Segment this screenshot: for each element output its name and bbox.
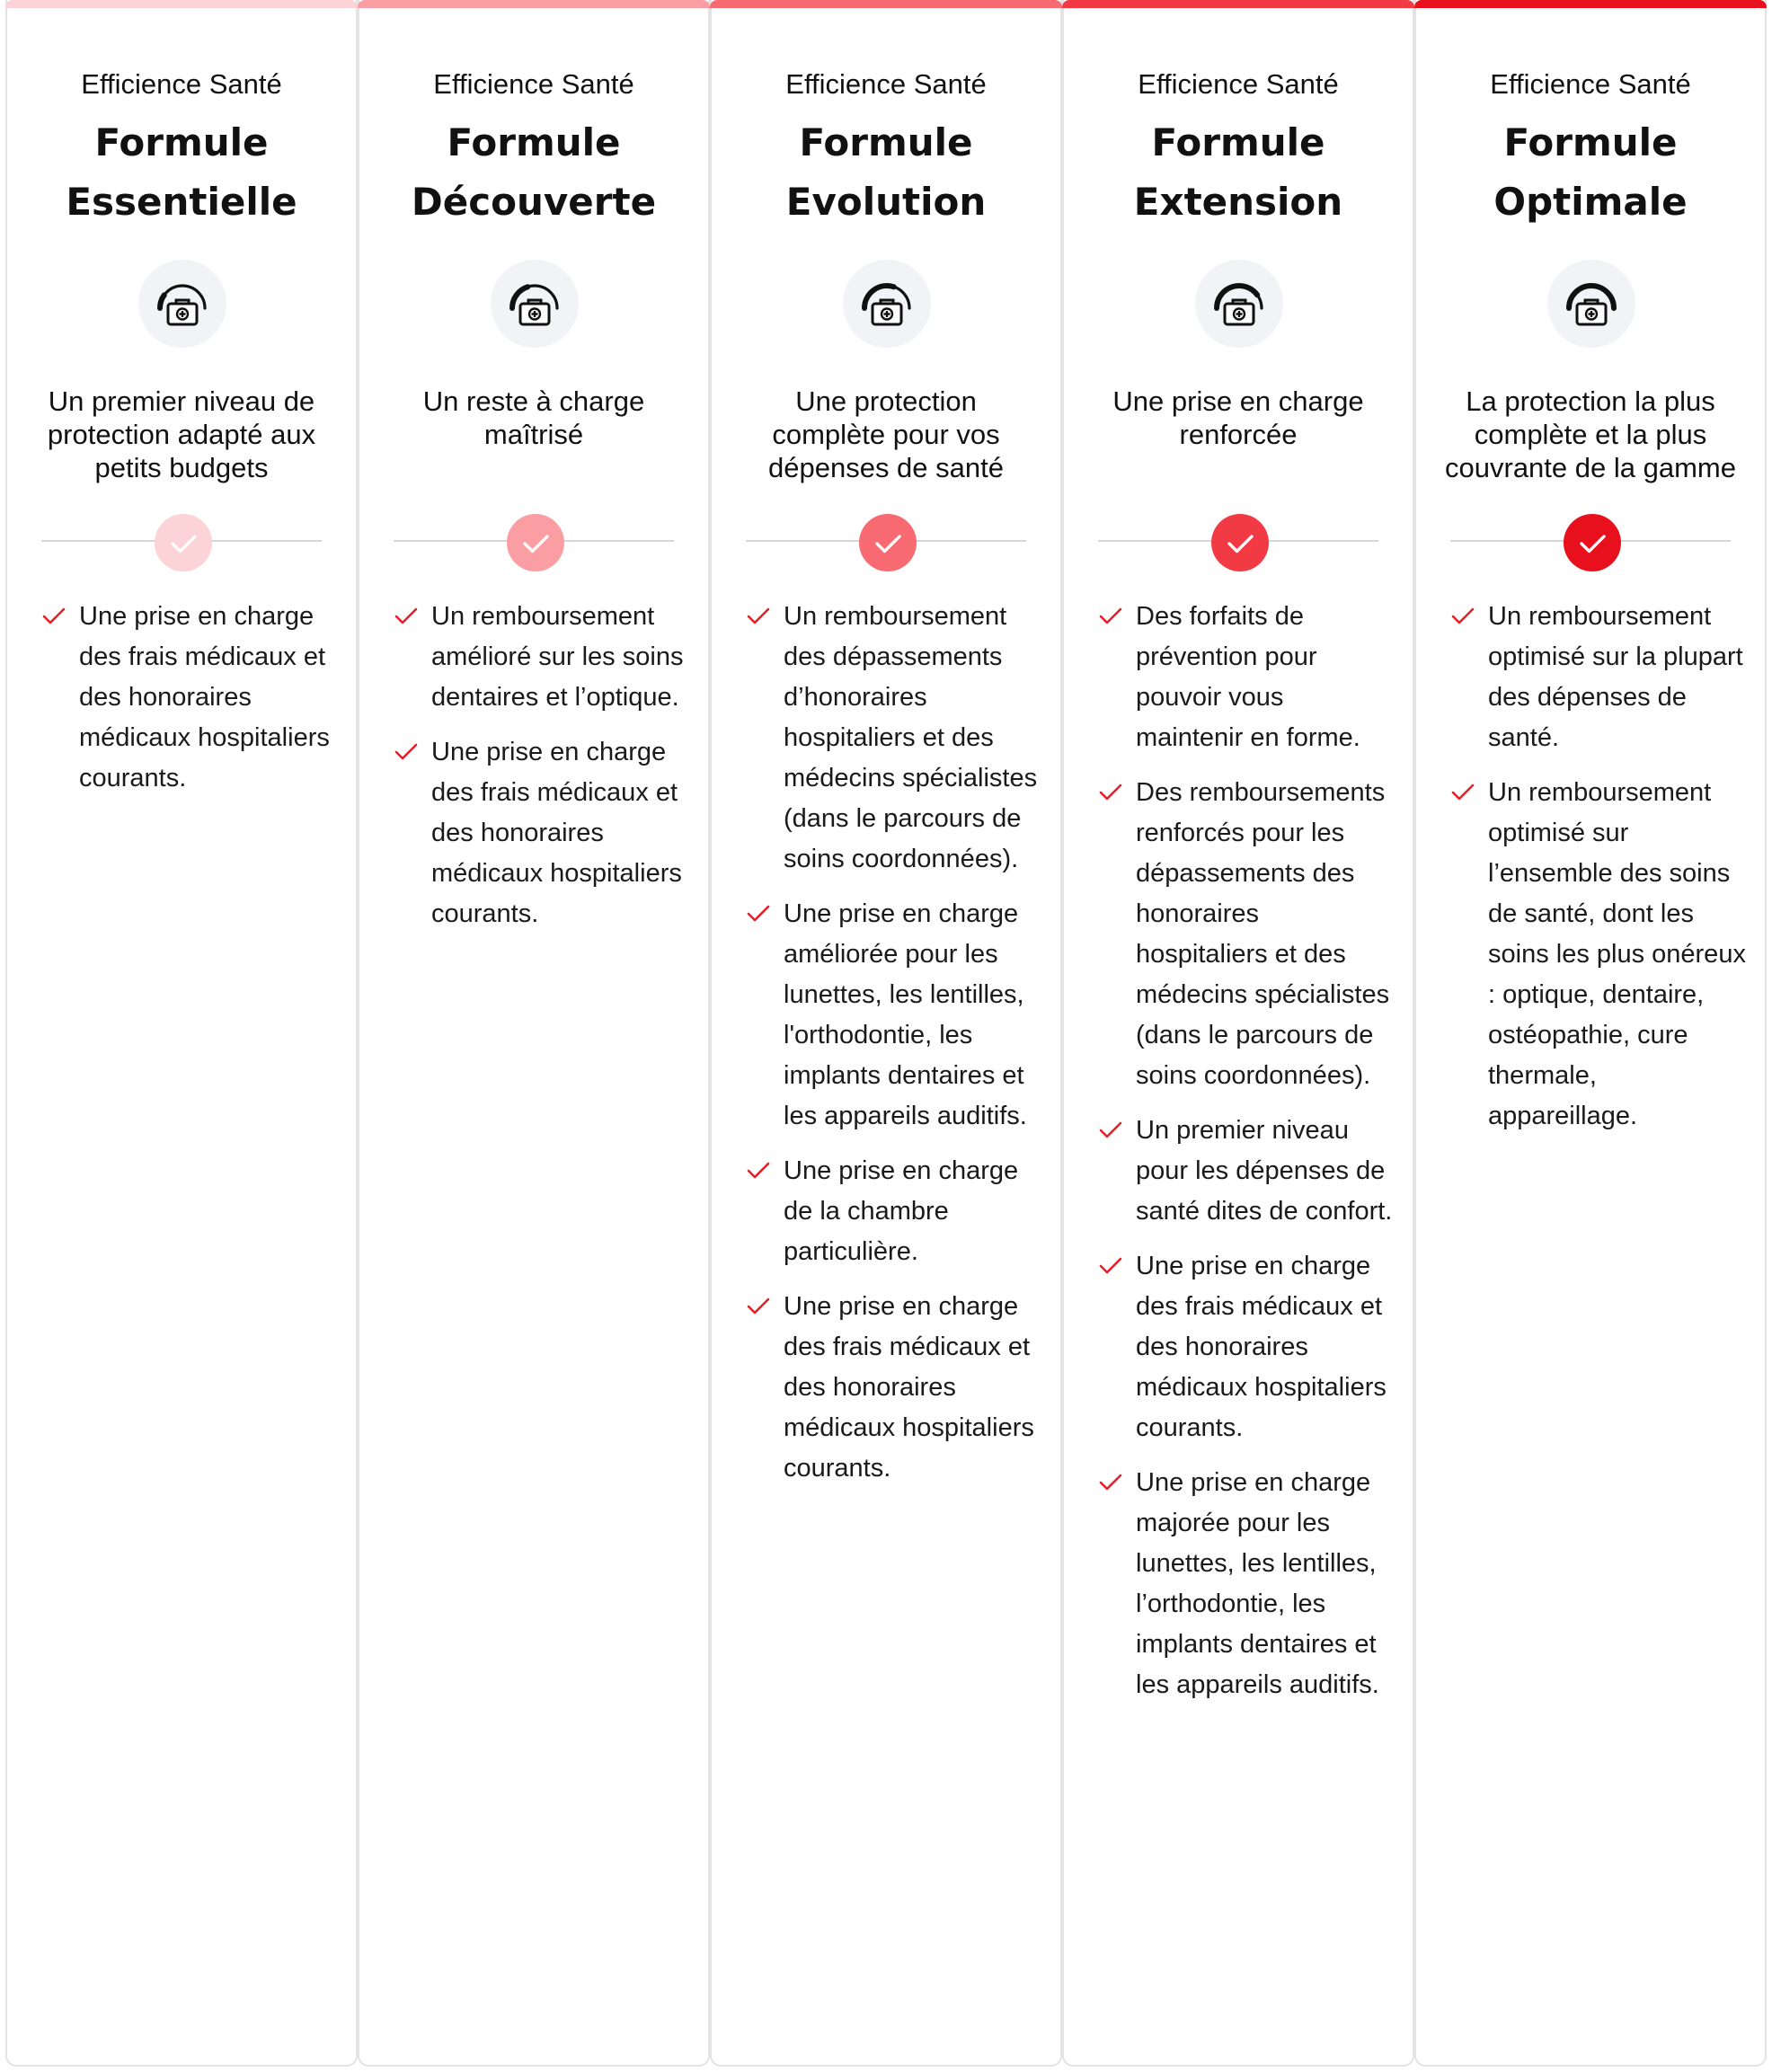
plan-card-1 [5, 0, 358, 2067]
feature-text: Une prise en charge des frais médicaux et des honoraires médicaux hospitaliers courants. [79, 602, 330, 792]
plan-brand: Efficience Santé [785, 68, 987, 100]
feature-text: Une prise en charge des frais médicaux et des honoraires médicaux hospitaliers courants. [1136, 1252, 1387, 1442]
plan-card-4 [1062, 0, 1414, 2067]
feature-text: Une prise en charge améliorée pour les lunettes, les lentilles, l'orthodontie, les implants dentaires et les appareils auditifs. [784, 899, 1027, 1130]
medical-kit-gauge-icon [1195, 260, 1283, 348]
plan-description: Un reste à charge maîtrisé [422, 385, 645, 450]
feature-text: Des forfaits de prévention pour pouvoir vous maintenir en forme. [1136, 602, 1360, 752]
medical-kit-gauge-icon [843, 260, 931, 348]
check-icon [394, 741, 419, 763]
medical-kit-gauge-icon [1547, 260, 1635, 348]
check-icon [1098, 606, 1123, 627]
feature-item [746, 894, 1042, 1137]
feature-list [1098, 597, 1395, 1720]
check-icon [746, 903, 771, 925]
medical-kit-gauge-icon [138, 260, 226, 348]
check-icon [1211, 514, 1269, 571]
feature-list [41, 597, 338, 813]
feature-item [1098, 1246, 1395, 1448]
feature-text: Une prise en charge de la chambre particulière. [784, 1156, 1019, 1266]
plan-title-line1: Formule [1151, 120, 1325, 164]
plan-accent-bar [710, 0, 1062, 8]
plan-title-line1: Formule [1503, 120, 1678, 164]
feature-list [746, 597, 1042, 1503]
feature-text: Un premier niveau pour les dépenses de santé dites de confort. [1136, 1116, 1393, 1226]
feature-item [746, 1287, 1042, 1489]
check-icon [746, 606, 771, 627]
check-icon [1098, 1255, 1123, 1277]
plan-title-line1: Formule [447, 120, 621, 164]
feature-text: Un remboursement optimisé sur l’ensemble des soins de santé, dont les soins les plus onéreux : optique, dentaire, ostéopathie, cure thermale, appareillage. [1488, 778, 1746, 1130]
plan-description: La protection la plus complète et la plus couvrante de la gamme [1445, 385, 1736, 483]
check-icon [746, 1296, 771, 1317]
level-badge [507, 514, 564, 571]
level-badge [1211, 514, 1269, 571]
check-icon [1098, 782, 1123, 803]
feature-text: Un remboursement des dépassements d’honoraires hospitaliers et des médecins spécialistes (dans le parcours de soins coordonnées). [784, 602, 1038, 873]
plan-description: Une protection complète pour vos dépenses de santé [768, 385, 1004, 483]
plan-title [1416, 113, 1765, 232]
plan-description: Un premier niveau de protection adapté aux petits budgets [47, 385, 316, 483]
feature-item [746, 597, 1042, 880]
plan-title-line2: Evolution [785, 180, 987, 224]
check-icon [1450, 606, 1475, 627]
check-icon [1450, 782, 1475, 803]
check-icon [41, 606, 66, 627]
feature-item [394, 597, 690, 718]
plan-accent-bar [1414, 0, 1767, 8]
plan-title [7, 113, 356, 232]
level-badge [859, 514, 917, 571]
feature-item [394, 732, 690, 934]
plans-comparison [5, 0, 1767, 2067]
feature-text: Une prise en charge des frais médicaux et des honoraires médicaux hospitaliers courants. [784, 1292, 1034, 1483]
plan-title-line1: Formule [799, 120, 973, 164]
plan-title-line2: Découverte [411, 180, 657, 224]
feature-text: Un remboursement optimisé sur la plupart des dépenses de santé. [1488, 602, 1743, 752]
feature-text: Une prise en charge majorée pour les lunettes, les lentilles, l’orthodontie, les implants dentaires et les appareils auditifs. [1136, 1468, 1379, 1699]
feature-item [746, 1151, 1042, 1272]
feature-item [1098, 773, 1395, 1096]
plan-title-line1: Formule [94, 120, 269, 164]
check-icon [507, 514, 564, 571]
plan-brand: Efficience Santé [1490, 68, 1691, 100]
feature-item [1098, 597, 1395, 758]
plan-accent-bar [5, 0, 358, 8]
feature-text: Une prise en charge des frais médicaux et des honoraires médicaux hospitaliers courants. [431, 738, 682, 928]
feature-item [1450, 597, 1747, 758]
check-icon [1098, 1472, 1123, 1493]
plan-card-5 [1414, 0, 1767, 2067]
plan-title-line2: Essentielle [66, 180, 297, 224]
check-icon [1098, 1120, 1123, 1141]
feature-item [41, 597, 338, 799]
plan-card-3 [710, 0, 1062, 2067]
feature-text: Des remboursements renforcés pour les dépassements des honoraires hospitaliers et des médecins spécialistes (dans le parcours de soins coordonnées). [1136, 778, 1390, 1090]
check-icon [746, 1160, 771, 1182]
plan-description: Une prise en charge renforcée [1112, 385, 1364, 450]
plan-card-2 [358, 0, 710, 2067]
feature-text: Un remboursement amélioré sur les soins dentaires et l’optique. [431, 602, 684, 712]
check-icon [394, 606, 419, 627]
check-icon [155, 514, 212, 571]
check-icon [859, 514, 917, 571]
feature-item [1098, 1463, 1395, 1705]
plan-brand: Efficience Santé [1138, 68, 1339, 100]
plan-title-line2: Extension [1133, 180, 1343, 224]
plan-title-line2: Optimale [1493, 180, 1688, 224]
feature-list [1450, 597, 1747, 1151]
plan-brand: Efficience Santé [81, 68, 282, 100]
plan-title [359, 113, 708, 232]
medical-kit-gauge-icon [491, 260, 579, 348]
feature-item [1098, 1111, 1395, 1232]
check-icon [1564, 514, 1621, 571]
plan-accent-bar [358, 0, 710, 8]
level-badge [155, 514, 212, 571]
plan-title [712, 113, 1060, 232]
feature-list [394, 597, 690, 949]
level-badge [1564, 514, 1621, 571]
plan-title [1064, 113, 1413, 232]
plan-accent-bar [1062, 0, 1414, 8]
plan-brand: Efficience Santé [433, 68, 634, 100]
feature-item [1450, 773, 1747, 1137]
